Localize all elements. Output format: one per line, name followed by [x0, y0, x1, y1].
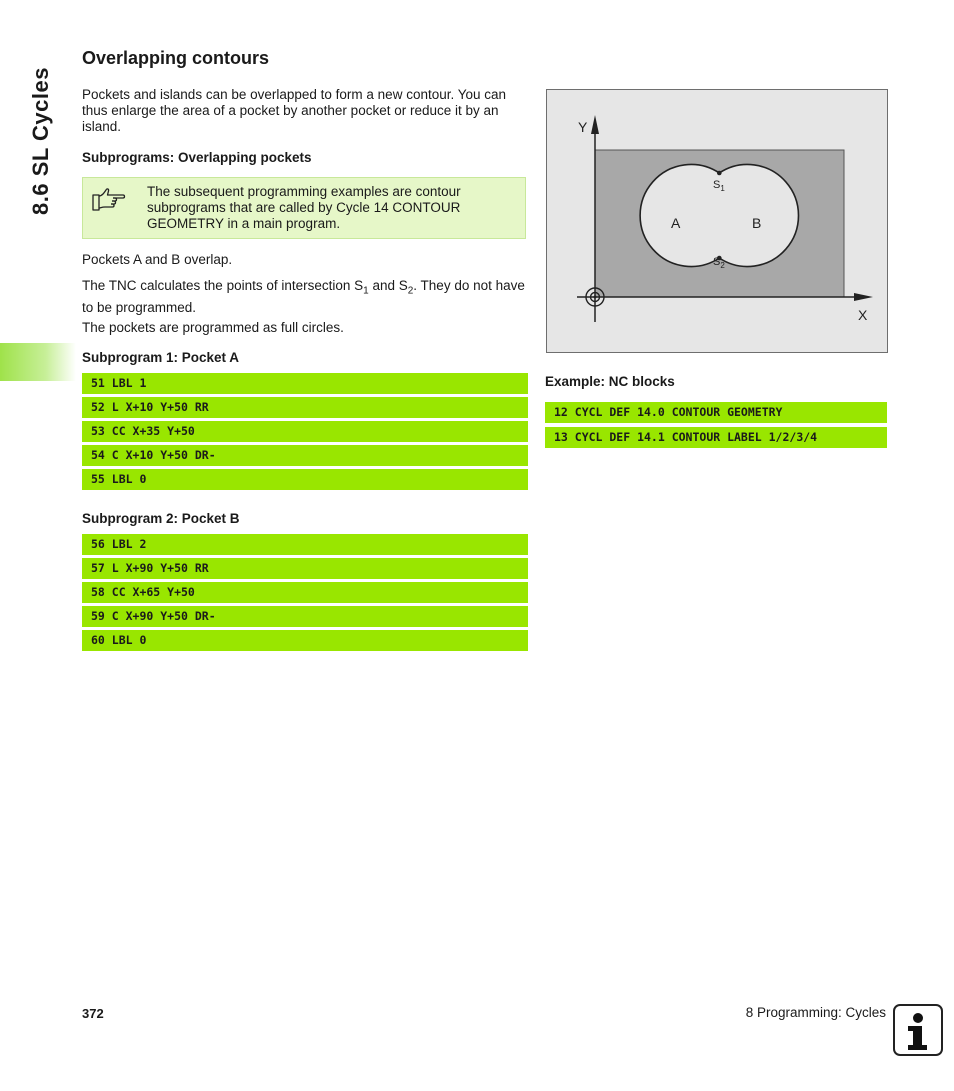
pocket-diagram [547, 90, 887, 352]
overlapping-pockets-figure [546, 89, 888, 353]
code-line: 13 CYCL DEF 14.1 CONTOUR LABEL 1/2/3/4 [545, 427, 887, 448]
code-line: 57 L X+90 Y+50 RR [82, 558, 528, 579]
subheading-subprogram-1: Subprogram 1: Pocket A [82, 350, 240, 365]
pocket-label-a: A [671, 215, 681, 231]
paragraph-intersection: The TNC calculates the points of intersection $S_1$ and $S_2$. They do not have to be programmed. [82, 278, 525, 315]
axis-label-x: X [858, 307, 868, 323]
chapter-footer: 8 Programming: Cycles [745, 1005, 886, 1020]
subheading-subprogram-2: Subprogram 2: Pocket B [82, 511, 240, 526]
paragraph-full-circles: The pockets are programmed as full circles. [82, 320, 344, 335]
pointing-hand-icon [91, 186, 127, 214]
label-s1: $S_1$ [713, 179, 725, 193]
code-line: 52 L X+10 Y+50 RR [82, 397, 528, 418]
subheading-overlapping-pockets: Subprograms: Overlapping pockets [82, 150, 312, 165]
note-text: The subsequent programming examples are contour subprograms that are called by Cycle 14 CONTOUR GEOMETRY in a main program. [147, 184, 461, 231]
page-number: 372 [82, 1006, 104, 1021]
label-s2: $S_2$ [713, 256, 725, 270]
code-line: 53 CC X+35 Y+50 [82, 421, 528, 442]
code-line: 60 LBL 0 [82, 630, 528, 651]
code-line: 12 CYCL DEF 14.0 CONTOUR GEOMETRY [545, 402, 887, 423]
chapter-tab-marker [0, 343, 76, 381]
point-s1 [717, 171, 722, 176]
section-heading: Overlapping contours [82, 48, 270, 68]
subheading-example-nc-blocks: Example: NC blocks [545, 374, 675, 389]
note-box [82, 177, 526, 239]
section-title-vertical: 8.6 SL Cycles [28, 67, 53, 215]
pocket-label-b: B [752, 215, 762, 231]
info-icon [893, 1004, 943, 1056]
code-line: 56 LBL 2 [82, 534, 528, 555]
code-line: 58 CC X+65 Y+50 [82, 582, 528, 603]
intro-paragraph: Pockets and islands can be overlapped to form a new contour. You can thus enlarge the area of a pocket by another pocket or reduce it by an island. [82, 87, 507, 134]
paragraph-pockets-overlap: Pockets A and B overlap. [82, 252, 233, 267]
x-axis-arrow [854, 293, 873, 301]
code-line: 55 LBL 0 [82, 469, 528, 490]
code-line: 59 C X+90 Y+50 DR- [82, 606, 528, 627]
y-axis-arrow [591, 115, 599, 134]
axis-label-y: Y [578, 119, 588, 135]
code-line: 54 C X+10 Y+50 DR- [82, 445, 528, 466]
code-line: 51 LBL 1 [82, 373, 528, 394]
